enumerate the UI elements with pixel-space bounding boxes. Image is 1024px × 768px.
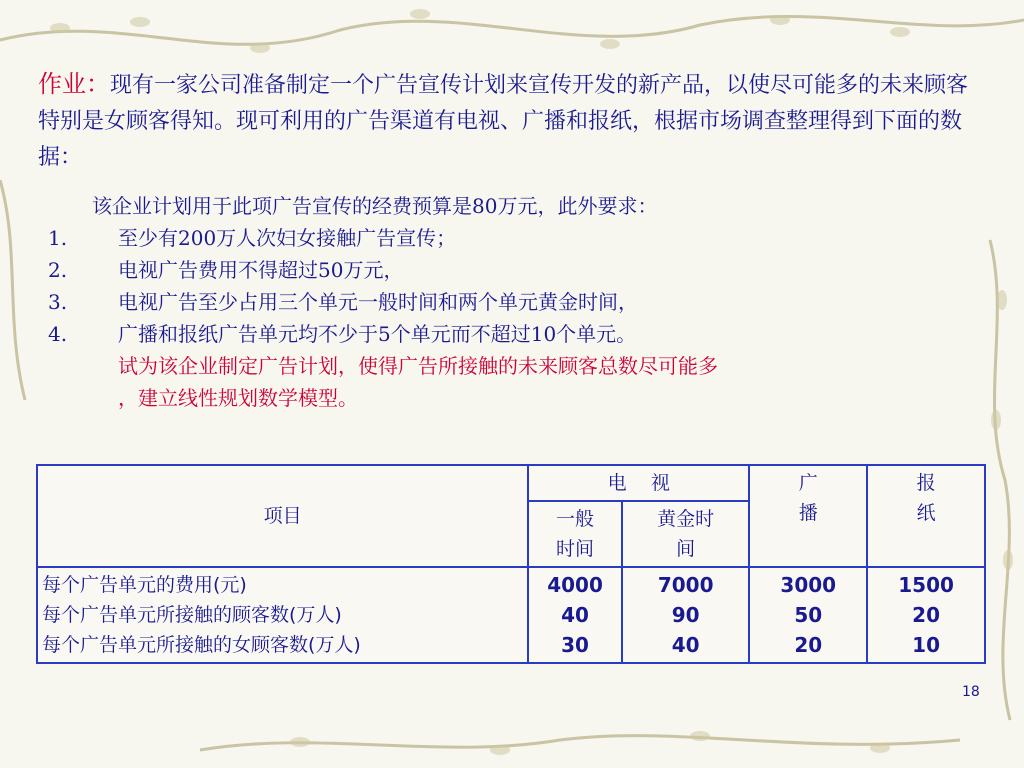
tv-header: 电 视 [528, 465, 749, 501]
requirement-text: 电视广告至少占用三个单元一般时间和两个单元黄金时间， [118, 290, 638, 314]
requirement-number: 4. [48, 322, 68, 346]
requirement-text: 广播和报纸广告单元均不少于5个单元而不超过10个单元。 [118, 322, 637, 346]
radio-values: 3000 50 20 [749, 567, 867, 663]
newspaper-header: 报 纸 [867, 465, 985, 567]
tv-prime-time-header: 黄金时 间 [622, 501, 749, 567]
requirement-item [38, 318, 988, 350]
tv-normal-time-header: 一般 时间 [528, 501, 622, 567]
requirement-number: 1. [48, 226, 68, 250]
item-header: 项目 [37, 465, 528, 567]
requirement-item [38, 286, 988, 318]
intro-text: 现有一家公司准备制定一个广告宣传计划来宣传开发的新产品，以使尽可能多的未来顾客特别是女顾客得知。现可利用的广告渠道有电视、广播和报纸，根据市场调查整理得到下面的数据： [38, 73, 969, 170]
requirements-list [38, 222, 988, 350]
tv-normal-values: 4000 40 30 [528, 567, 622, 663]
requirement-text: 电视广告费用不得超过50万元， [118, 258, 404, 282]
row-labels-cell: 每个广告单元的费用(元) 每个广告单元所接触的顾客数(万人) 每个广告单元所接触的女顾客数(万人) [37, 567, 528, 663]
slide-content [38, 66, 988, 414]
task-line-2: ，建立线性规划数学模型。 [118, 386, 358, 410]
requirement-item [38, 254, 988, 286]
requirement-number: 2. [48, 258, 68, 282]
radio-header: 广 播 [749, 465, 867, 567]
tv-prime-values: 7000 90 40 [622, 567, 749, 663]
requirement-item [38, 222, 988, 254]
requirement-number: 3. [48, 290, 68, 314]
page-number: 18 [962, 684, 980, 700]
homework-label: 作业： [38, 70, 110, 98]
advertising-data-table [36, 464, 986, 664]
intro-paragraph [38, 66, 988, 176]
requirement-text: 至少有200万人次妇女接触广告宣传； [118, 226, 457, 250]
budget-line: 该企业计划用于此项广告宣传的经费预算是80万元，此外要求： [92, 194, 658, 218]
task-line-1: 试为该企业制定广告计划，使得广告所接触的未来顾客总数尽可能多 [118, 354, 718, 378]
newspaper-values: 1500 20 10 [867, 567, 985, 663]
